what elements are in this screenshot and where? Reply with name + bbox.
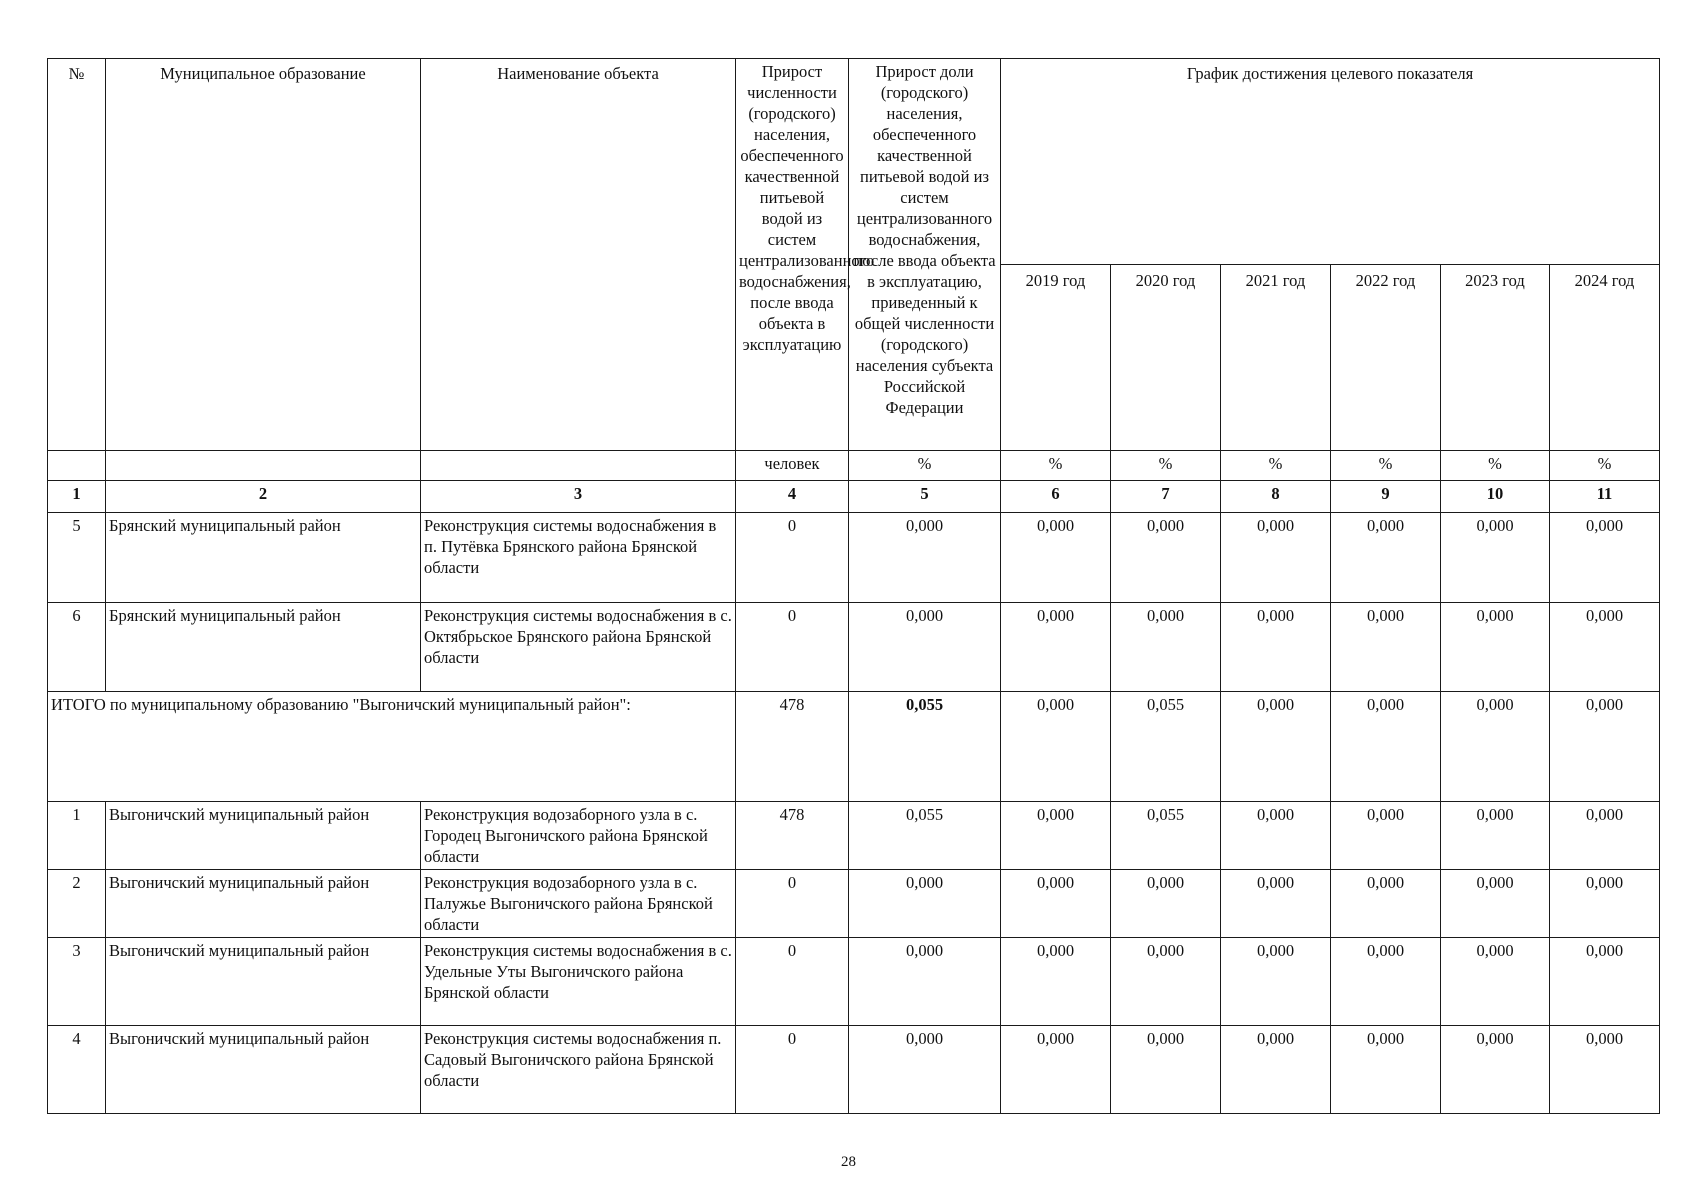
- row-y2024: 0,000: [1550, 938, 1660, 1026]
- row-people: 0: [736, 870, 849, 938]
- row-people: 0: [736, 938, 849, 1026]
- table-row: [48, 938, 1660, 1026]
- row-municipality: Брянский муниципальный район: [106, 603, 421, 692]
- column-number: 5: [849, 481, 1001, 513]
- table-row: [48, 513, 1660, 603]
- row-y2019: 0,000: [1001, 938, 1111, 1026]
- units-row: [48, 451, 1660, 481]
- row-municipality: Выгоничский муниципальный район: [106, 802, 421, 870]
- row-y2023: 0,000: [1441, 870, 1550, 938]
- row-municipality: Выгоничский муниципальный район: [106, 1026, 421, 1114]
- header-year: 2021 год: [1221, 265, 1331, 451]
- row-object: Реконструкция системы водоснабжения в с. Октябрьское Брянского района Брянской области: [421, 603, 736, 692]
- header-year: 2024 год: [1550, 265, 1660, 451]
- column-numbers-row: [48, 481, 1660, 513]
- row-y2023: 0,000: [1441, 938, 1550, 1026]
- total-y2022: 0,000: [1331, 692, 1441, 802]
- row-object: Реконструкция системы водоснабжения в п. Путёвка Брянского района Брянской области: [421, 513, 736, 603]
- row-people: 0: [736, 1026, 849, 1114]
- row-y2019: 0,000: [1001, 1026, 1111, 1114]
- column-number: 9: [1331, 481, 1441, 513]
- row-municipality: Выгоничский муниципальный район: [106, 870, 421, 938]
- row-y2020: 0,000: [1111, 938, 1221, 1026]
- row-y2024: 0,000: [1550, 603, 1660, 692]
- row-y2022: 0,000: [1331, 1026, 1441, 1114]
- unit-people: человек: [736, 451, 849, 481]
- header-year: 2022 год: [1331, 265, 1441, 451]
- row-share: 0,000: [849, 870, 1001, 938]
- row-y2021: 0,000: [1221, 513, 1331, 603]
- total-share: 0,055: [849, 692, 1001, 802]
- row-y2022: 0,000: [1331, 938, 1441, 1026]
- total-y2020: 0,055: [1111, 692, 1221, 802]
- row-share: 0,055: [849, 802, 1001, 870]
- target-indicator-table: [47, 58, 1660, 1114]
- row-y2024: 0,000: [1550, 513, 1660, 603]
- row-y2023: 0,000: [1441, 1026, 1550, 1114]
- row-y2024: 0,000: [1550, 802, 1660, 870]
- row-people: 0: [736, 603, 849, 692]
- row-share: 0,000: [849, 513, 1001, 603]
- row-y2019: 0,000: [1001, 603, 1111, 692]
- row-object: Реконструкция системы водоснабжения п. Садовый Выгоничского района Брянской области: [421, 1026, 736, 1114]
- row-object: Реконструкция системы водоснабжения в с. Удельные Уты Выгоничского района Брянской области: [421, 938, 736, 1026]
- row-y2023: 0,000: [1441, 802, 1550, 870]
- row-y2021: 0,000: [1221, 938, 1331, 1026]
- column-number: 11: [1550, 481, 1660, 513]
- table-row: [48, 802, 1660, 870]
- row-share: 0,000: [849, 1026, 1001, 1114]
- total-y2021: 0,000: [1221, 692, 1331, 802]
- column-number: 3: [421, 481, 736, 513]
- total-y2019: 0,000: [1001, 692, 1111, 802]
- row-number: 5: [48, 513, 106, 603]
- header-object-name: Наименование объекта: [421, 59, 736, 451]
- row-y2022: 0,000: [1331, 802, 1441, 870]
- row-y2024: 0,000: [1550, 1026, 1660, 1114]
- unit-percent: %: [1441, 451, 1550, 481]
- row-y2023: 0,000: [1441, 513, 1550, 603]
- header-year: 2023 год: [1441, 265, 1550, 451]
- row-people: 478: [736, 802, 849, 870]
- column-number: 2: [106, 481, 421, 513]
- row-share: 0,000: [849, 603, 1001, 692]
- header-year: 2020 год: [1111, 265, 1221, 451]
- row-y2020: 0,000: [1111, 513, 1221, 603]
- unit-percent: %: [1550, 451, 1660, 481]
- row-y2020: 0,055: [1111, 802, 1221, 870]
- row-municipality: Выгоничский муниципальный район: [106, 938, 421, 1026]
- row-y2020: 0,000: [1111, 1026, 1221, 1114]
- row-y2021: 0,000: [1221, 870, 1331, 938]
- column-number: 8: [1221, 481, 1331, 513]
- header-municipality: Муниципальное образование: [106, 59, 421, 451]
- table-row: [48, 1026, 1660, 1114]
- header-number: №: [48, 59, 106, 451]
- row-y2024: 0,000: [1550, 870, 1660, 938]
- unit-percent: %: [1331, 451, 1441, 481]
- total-label: ИТОГО по муниципальному образованию "Выгоничский муниципальный район":: [48, 692, 736, 802]
- row-y2022: 0,000: [1331, 603, 1441, 692]
- row-number: 6: [48, 603, 106, 692]
- row-y2019: 0,000: [1001, 802, 1111, 870]
- row-object: Реконструкция водозаборного узла в с. Палужье Выгоничского района Брянской области: [421, 870, 736, 938]
- unit-percent: %: [1221, 451, 1331, 481]
- unit-percent: %: [849, 451, 1001, 481]
- row-number: 3: [48, 938, 106, 1026]
- row-number: 4: [48, 1026, 106, 1114]
- header-schedule: График достижения целевого показателя: [1001, 59, 1660, 265]
- row-municipality: Брянский муниципальный район: [106, 513, 421, 603]
- row-y2022: 0,000: [1331, 513, 1441, 603]
- row-people: 0: [736, 513, 849, 603]
- total-y2024: 0,000: [1550, 692, 1660, 802]
- total-y2023: 0,000: [1441, 692, 1550, 802]
- unit-percent: %: [1111, 451, 1221, 481]
- row-object: Реконструкция водозаборного узла в с. Городец Выгоничского района Брянской области: [421, 802, 736, 870]
- table-header-row: [48, 59, 1660, 265]
- row-number: 2: [48, 870, 106, 938]
- row-y2021: 0,000: [1221, 1026, 1331, 1114]
- row-y2019: 0,000: [1001, 513, 1111, 603]
- total-people: 478: [736, 692, 849, 802]
- row-y2020: 0,000: [1111, 603, 1221, 692]
- row-y2021: 0,000: [1221, 802, 1331, 870]
- row-number: 1: [48, 802, 106, 870]
- total-row: [48, 692, 1660, 802]
- header-population-growth: Прирост численности (городского) населения, обеспеченного качественной питьевой водой из систем централизованного водоснабжения, после ввода объекта в эксплуатацию: [736, 59, 849, 451]
- column-number: 6: [1001, 481, 1111, 513]
- unit-percent: %: [1001, 451, 1111, 481]
- table-row: [48, 603, 1660, 692]
- column-number: 10: [1441, 481, 1550, 513]
- column-number: 4: [736, 481, 849, 513]
- row-y2019: 0,000: [1001, 870, 1111, 938]
- page-number: 28: [841, 1154, 856, 1170]
- header-share-growth: Прирост доли (городского) населения, обеспеченного качественной питьевой водой из систем централизованного водоснабжения, после ввода объекта в эксплуатацию, приведенный к общей численности (городского) населения субъекта Российской Федерации: [849, 59, 1001, 451]
- row-share: 0,000: [849, 938, 1001, 1026]
- table-row: [48, 870, 1660, 938]
- row-y2023: 0,000: [1441, 603, 1550, 692]
- column-number: 7: [1111, 481, 1221, 513]
- row-y2020: 0,000: [1111, 870, 1221, 938]
- column-number: 1: [48, 481, 106, 513]
- header-year: 2019 год: [1001, 265, 1111, 451]
- row-y2021: 0,000: [1221, 603, 1331, 692]
- row-y2022: 0,000: [1331, 870, 1441, 938]
